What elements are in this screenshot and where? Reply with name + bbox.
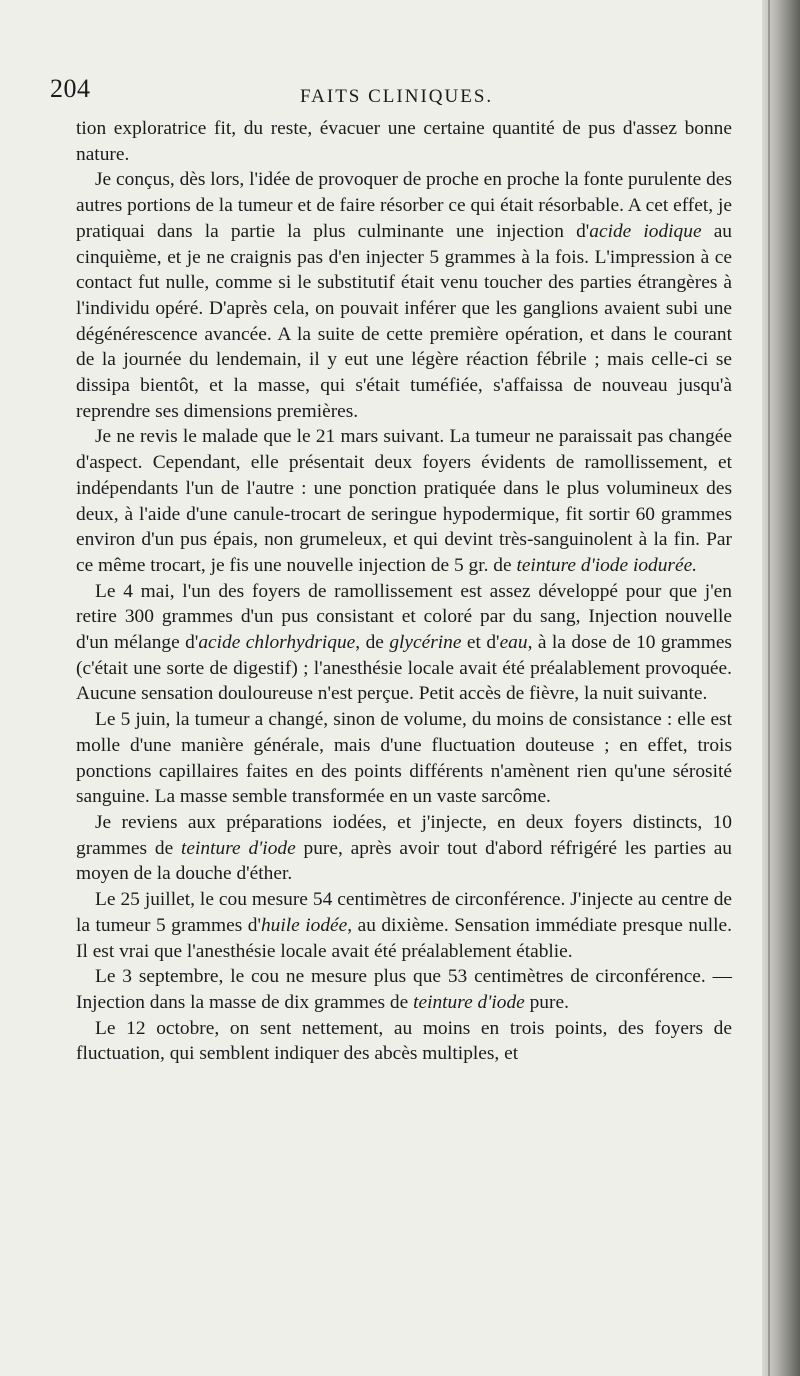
paragraph-2-italic: acide iodique <box>589 220 702 242</box>
page-body <box>76 116 732 1067</box>
paragraph-2-text-a: Je conçus, dès lors, l'idée de provoquer de proche en proche la fonte purulente des autres portions de la tumeur et de faire résorber ce qui était résorbable. A cet effet, je pratiquai dans la partie la plus culminante une injection d' <box>76 169 732 242</box>
paragraph-4 <box>76 579 732 708</box>
paragraph-8-text-b: pure. <box>524 991 569 1013</box>
paragraph-9 <box>76 1016 732 1067</box>
paragraph-4-text-d: , à la dose de 10 grammes (c'était une sorte de digestif) ; l'anesthésie locale avait été préalablement provoquée. Aucune sensation douloureuse n'est perçue. Petit accès de fièvre, la nuit suivante. <box>76 632 732 705</box>
paragraph-6 <box>76 810 732 887</box>
paragraph-4-italic-3: eau <box>499 632 528 654</box>
paragraph-6-text-b: pure, après avoir tout d'abord réfrigéré les parties au moyen de la douche d'éther. <box>76 837 732 885</box>
paragraph-5-text: Le 5 juin, la tumeur a changé, sinon de volume, du moins de consistance : elle est molle d'une manière générale, mais d'une fluctuation douteuse ; en effet, trois ponctions capillaires faites en des points différents n'amènent rien qu'une sérosité sanguine. La masse semble transformée en un vaste sarcôme. <box>76 709 732 808</box>
paragraph-3-text-a: Je ne revis le malade que le 21 mars suivant. La tumeur ne paraissait pas changée d'aspect. Cependant, elle présentait deux foyers évidents de ramollissement, et indépendants l'un de l'autre : une ponction pratiquée dans le plus volumineux des deux, à l'aide d'une canule-trocart de seringue hypodermique, fit sortir 60 grammes environ d'un pus épais, non grumeleux, et qui devint très-sanguinolent à la fin. Par ce même trocart, je fis une nouvelle injection de 5 gr. de <box>76 426 732 576</box>
paragraph-4-text-c: et d' <box>461 632 500 654</box>
paragraph-8 <box>76 964 732 1015</box>
paragraph-7 <box>76 887 732 964</box>
paragraph-4-text-b: , de <box>355 632 390 654</box>
paragraph-1 <box>76 116 732 167</box>
paragraph-7-italic: huile iodée <box>260 914 348 936</box>
paragraph-3 <box>76 424 732 578</box>
paragraph-2-text-b: au cinquième, et je ne craignis pas d'en injecter 5 grammes à la fois. L'impression à ce contact fut nulle, comme si le substitutif était venu toucher des parties étrangères à l'individu opéré. D'après cela, on pouvait inférer que les ganglions avaient subi une dégénérescence avancée. A la suite de cette première opération, et dans le courant de la journée du lendemain, il y eut une légère réaction fébrile ; mais celle-ci se dissipa bientôt, et la masse, qui s'était tuméfiée, s'affaissa de nouveau jusqu'à reprendre ses dimensions premières. <box>76 220 732 422</box>
book-binding-edge <box>762 0 800 1376</box>
paragraph-7-text-a: Le 25 juillet, le cou mesure 54 centimètres de circonférence. J'injecte au centre de la tumeur 5 grammes d' <box>76 889 732 936</box>
paragraph-3-italic: teinture d'iode iodurée. <box>516 554 698 576</box>
paragraph-1-text: tion exploratrice fit, du reste, évacuer une certaine quantité de pus d'assez bonne nature. <box>76 118 732 165</box>
paragraph-9-text: Le 12 octobre, on sent nettement, au moins en trois points, des foyers de fluctuation, qui semblent indiquer des abcès multiples, et <box>76 1017 732 1065</box>
paragraph-8-text-a: Le 3 septembre, le cou ne mesure plus que 53 centimètres de circonférence. — Injection dans la masse de dix grammes de <box>76 966 732 1013</box>
paragraph-4-text-a: Le 4 mai, l'un des foyers de ramollissement est assez développé pour que j'en retire 300 grammes d'un pus consistant et coloré par du sang, Injection nouvelle d'un mélange d' <box>76 580 732 654</box>
page-number: 204 <box>50 74 91 103</box>
paragraph-2 <box>76 167 732 424</box>
paragraph-4-italic-2: glycérine <box>389 632 462 654</box>
paragraph-8-italic: teinture d'iode <box>413 991 525 1013</box>
paragraph-5 <box>76 707 732 810</box>
paragraph-6-text-a: Je reviens aux préparations iodées, et j'injecte, en deux foyers distincts, 10 grammes de <box>76 811 732 859</box>
paragraph-7-text-b: , au dixième. Sensation immédiate presque nulle. Il est vrai que l'anesthésie locale avait été préalablement établie. <box>76 914 732 962</box>
running-title: FAITS CLINIQUES. <box>300 86 494 107</box>
paragraph-6-italic: teinture d'iode <box>181 837 296 859</box>
paragraph-4-italic-1: acide chlorhydrique <box>198 632 356 654</box>
